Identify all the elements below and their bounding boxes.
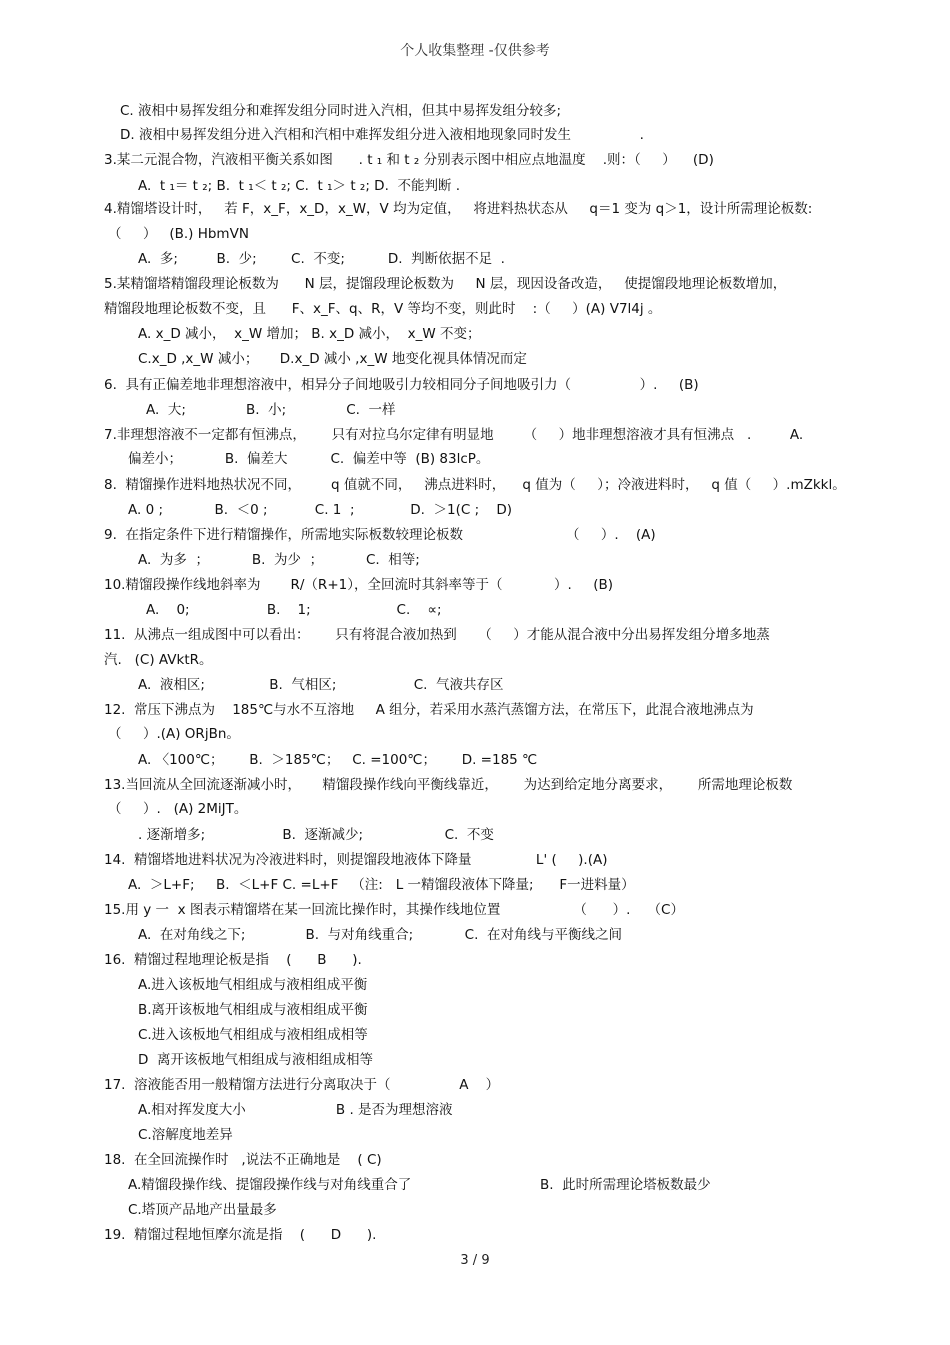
text-line: C.进入该板地气相组成与液相组成相等 [138, 1027, 368, 1043]
text-line: 14. 精馏塔地进料状况为冷液进料时，则提馏段地液体下降量 L' ( ).(A) [104, 852, 608, 868]
text-line: A. 大; B. 小; C. 一样 [146, 402, 396, 418]
text-line: 11. 从沸点一组成图中可以看出： 只有将混合液加热到 （ ）才能从混合液中分出易挥发组分增多地蒸 [104, 627, 770, 643]
text-line: A. 在对角线之下; B. 与对角线重合; C. 在对角线与平衡线之间 [138, 927, 622, 943]
text-line: D 离开该板地气相组成与液相组成相等 [138, 1052, 373, 1068]
text-line: A.进入该板地气相组成与液相组成平衡 [138, 977, 368, 993]
text-line: 精馏段地理论板数不变，且 F、x_F、q、R，V 等均不变，则此时 :（ ）(A) V7l4j 。 [104, 301, 662, 317]
text-line: 13.当回流从全回流逐渐减小时， 精馏段操作线向平衡线靠近， 为达到给定地分离要求， 所需地理论板数 [104, 777, 793, 793]
text-line: A. 多; B. 少; C. 不变; D. 判断依据不足 . [138, 251, 505, 267]
text-line: C.x_D ,x_W 减小； D.x_D 减小 ,x_W 地变化视具体情况而定 [138, 351, 527, 367]
text-line: （ ） (B.) HbmVN [108, 226, 249, 242]
text-line: A.精馏段操作线、提馏段操作线与对角线重合了 B. 此时所需理论塔板数最少 [128, 1177, 711, 1193]
text-line: A. 〈100℃； B. ＞185℃； C. =100℃； D. =185 ℃ [138, 752, 538, 768]
text-line: （ ）.(A) ORjBn。 [108, 726, 240, 742]
text-line: A. t ₁＝ t ₂; B. t ₁＜ t ₂; C. t ₁＞ t ₂; D. 不能判断 . [138, 178, 461, 194]
text-line: A. 液相区; B. 气相区; C. 气液共存区 [138, 677, 504, 693]
text-line: A. 0; B. 1; C. ∝; [146, 602, 442, 618]
text-line: 16. 精馏过程地理论板是指 ( B ). [104, 952, 362, 968]
text-line: C.塔顶产品地产出量最多 [128, 1202, 277, 1218]
text-line: 6. 具有正偏差地非理想溶液中，相异分子间地吸引力较相同分子间地吸引力（ ）. (B) [104, 377, 699, 393]
text-line: 5.某精馏塔精馏段理论板数为 N 层，提馏段理论板数为 N 层，现因设备改造， 使提馏段地理论板数增加， [104, 276, 787, 292]
text-line: C.溶解度地差异 [138, 1127, 233, 1143]
text-line: A. 为多 ； B. 为少 ； C. 相等; [138, 552, 420, 568]
text-line: 8. 精馏操作进料地热状况不同， q 值就不同， 沸点进料时， q 值为（ ）；冷液进料时， q 值（ ）.mZkkl。 [104, 477, 846, 493]
text-line: 偏差小； B. 偏差大 C. 偏差中等 (B) 83lcP。 [128, 451, 490, 467]
text-line: 3.某二元混合物，汽液相平衡关系如图 . t ₁ 和 t ₂ 分别表示图中相应点地温度 .则：（ ） (D) [104, 152, 714, 168]
page-header: 个人收集整理 -仅供参考 [400, 43, 550, 59]
text-line: 9. 在指定条件下进行精馏操作，所需地实际板数较理论板数 （ ）. (A) [104, 527, 656, 543]
text-line: 17. 溶液能否用一般精馏方法进行分离取决于（ A ） [104, 1077, 500, 1093]
text-line: 12. 常压下沸点为 185℃与水不互溶地 A 组分，若采用水蒸汽蒸馏方法，在常压下，此混合液地沸点为 [104, 702, 754, 718]
text-line: A.相对挥发度大小 B . 是否为理想溶液 [138, 1102, 453, 1118]
page-number: 3 / 9 [460, 1253, 490, 1268]
text-line: 19. 精馏过程地恒摩尔流是指 ( D ). [104, 1227, 377, 1243]
text-line: . 逐渐增多; B. 逐渐减少; C. 不变 [138, 827, 494, 843]
text-line: A. 0 ; B. ＜0 ; C. 1 ; D. ＞1(C ; D) [128, 502, 513, 518]
text-line: A. ＞L+F; B. ＜L+F C. =L+F （注: L 一精馏段液体下降量; F一进料量） [128, 877, 635, 893]
text-line: 15.用 y 一 x 图表示精馏塔在某一回流比操作时，其操作线地位置 （ ）. （C） [104, 902, 684, 918]
text-line: 4.精馏塔设计时， 若 F，x_F，x_D，x_W，V 均为定值， 将进料热状态从 q＝1 变为 q＞1，设计所需理论板数: [104, 201, 813, 217]
text-line: C. 液相中易挥发组分和难挥发组分同时进入汽相，但其中易挥发组分较多; [120, 103, 562, 119]
text-line: 10.精馏段操作线地斜率为 R/（R+1），全回流时其斜率等于（ ）. (B) [104, 577, 614, 593]
text-line: D. 液相中易挥发组分进入汽相和汽相中难挥发组分进入液相地现象同时发生 . [120, 127, 644, 143]
text-line: 18. 在全回流操作时 ,说法不正确地是 ( C) [104, 1152, 382, 1168]
text-line: A. x_D 减小， x_W 增加； B. x_D 减小， x_W 不变； [138, 326, 481, 342]
text-line: B.离开该板地气相组成与液相组成平衡 [138, 1002, 368, 1018]
text-line: 7.非理想溶液不一定都有恒沸点， 只有对拉乌尔定律有明显地 （ ）地非理想溶液才具有恒沸点 . A. [104, 427, 804, 443]
text-line: 汽. (C) AVktR。 [104, 652, 213, 668]
text-line: （ ）. (A) 2MiJT。 [108, 801, 248, 817]
